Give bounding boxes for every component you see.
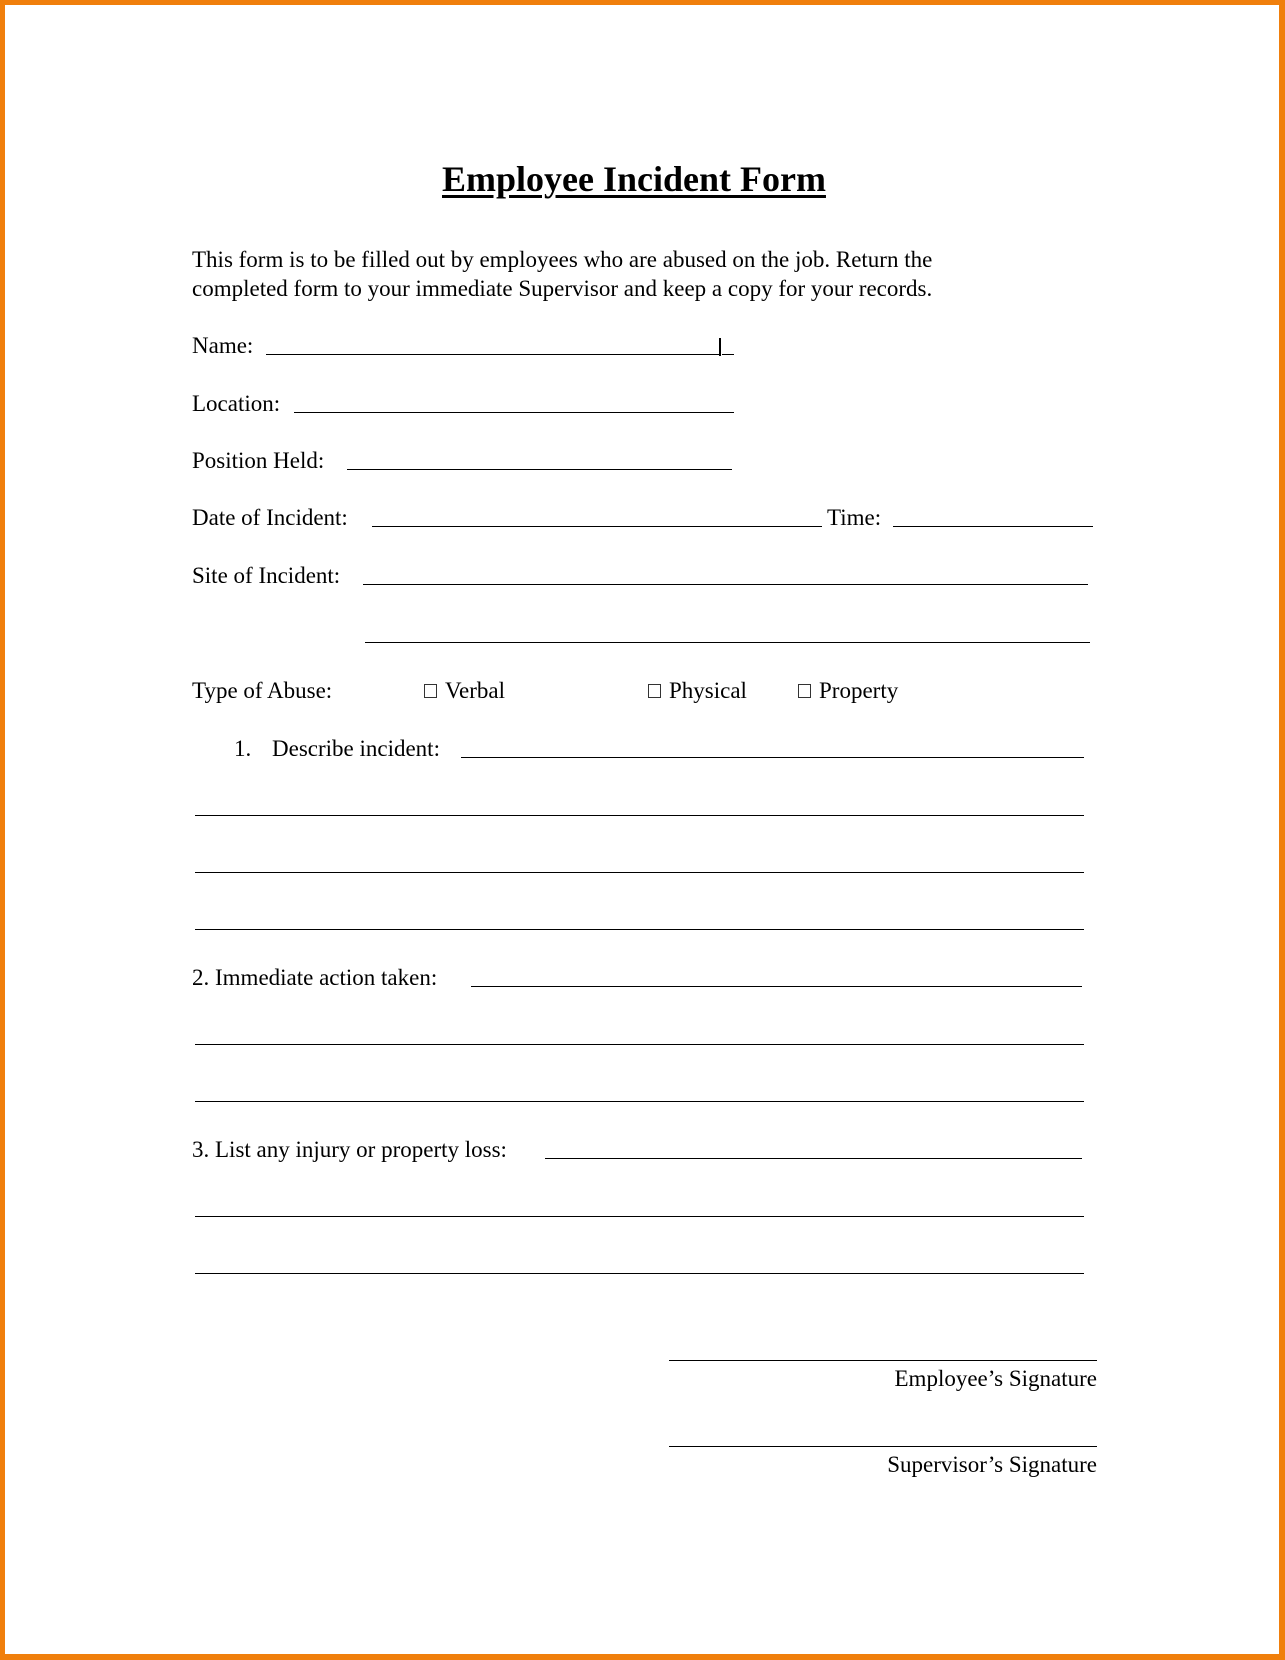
position-label: Position Held: bbox=[192, 448, 325, 473]
abuse-option-property[interactable] bbox=[798, 677, 898, 705]
action-input-line-1[interactable] bbox=[471, 986, 1082, 987]
abuse-option-physical[interactable] bbox=[648, 677, 747, 705]
describe-input-line-2[interactable] bbox=[195, 815, 1084, 816]
describe-input-line-4[interactable] bbox=[195, 929, 1084, 930]
action-input-line-3[interactable] bbox=[195, 1101, 1084, 1102]
site-input-line-1[interactable] bbox=[363, 584, 1088, 585]
name-input-line-end bbox=[722, 354, 734, 355]
intro-text bbox=[192, 245, 932, 303]
time-input-line[interactable] bbox=[893, 526, 1093, 527]
q1-number: 1. bbox=[234, 736, 252, 761]
abuse-type-label: Type of Abuse: bbox=[192, 678, 333, 703]
checkbox-icon[interactable] bbox=[798, 684, 811, 698]
q1-label: Describe incident: bbox=[272, 736, 440, 761]
site-input-line-2[interactable] bbox=[365, 642, 1090, 643]
employee-signature-label: Employee’s Signature bbox=[894, 1366, 1097, 1391]
injury-input-line-2[interactable] bbox=[195, 1216, 1084, 1217]
q2-label: 2. Immediate action taken: bbox=[192, 965, 438, 990]
describe-input-line-3[interactable] bbox=[195, 872, 1084, 873]
q3-label: 3. List any injury or property loss: bbox=[192, 1137, 507, 1162]
describe-input-line-1[interactable] bbox=[461, 757, 1084, 758]
action-input-line-2[interactable] bbox=[195, 1044, 1084, 1045]
intro-line-2: completed form to your immediate Supervisor and keep a copy for your records. bbox=[192, 276, 933, 301]
name-label: Name: bbox=[192, 333, 254, 358]
location-label: Location: bbox=[192, 391, 281, 416]
signature-block bbox=[669, 1355, 1097, 1475]
position-input-line[interactable] bbox=[347, 469, 732, 470]
property-label: Property bbox=[819, 678, 899, 703]
checkbox-icon[interactable] bbox=[648, 684, 661, 698]
physical-label: Physical bbox=[669, 678, 747, 703]
name-input-line[interactable] bbox=[266, 354, 719, 355]
text-cursor bbox=[719, 338, 721, 356]
intro-line-1: This form is to be filled out by employees who are abused on the job. Return the bbox=[192, 247, 933, 272]
injury-input-line-1[interactable] bbox=[545, 1158, 1082, 1159]
date-input-line[interactable] bbox=[372, 526, 822, 527]
time-label: Time: bbox=[827, 505, 882, 530]
abuse-option-verbal[interactable] bbox=[424, 677, 505, 705]
location-input-line[interactable] bbox=[294, 412, 734, 413]
date-label: Date of Incident: bbox=[192, 505, 348, 530]
verbal-label: Verbal bbox=[445, 678, 506, 703]
page-title: Employee Incident Form bbox=[442, 159, 826, 199]
injury-input-line-3[interactable] bbox=[195, 1273, 1084, 1274]
employee-signature-line[interactable] bbox=[669, 1360, 1097, 1361]
supervisor-signature-line[interactable] bbox=[669, 1446, 1097, 1447]
checkbox-icon[interactable] bbox=[424, 684, 437, 698]
site-label: Site of Incident: bbox=[192, 563, 341, 588]
supervisor-signature-label: Supervisor’s Signature bbox=[887, 1452, 1097, 1477]
